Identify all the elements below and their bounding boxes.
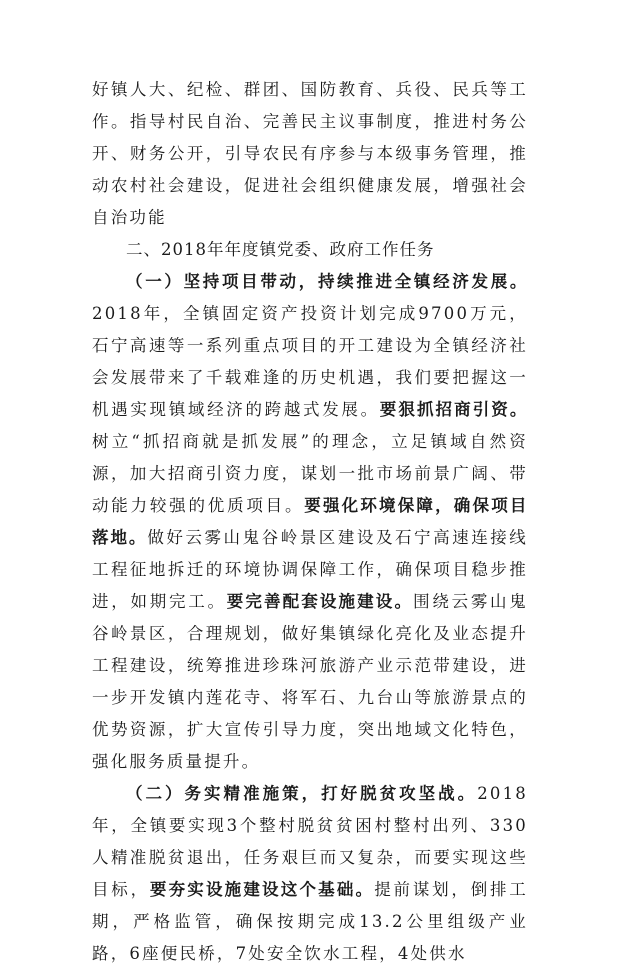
- body-text: 树立“抓招商就是抓发展”的理念，立足镇域自然资源，加大招商引资力度，谋划一批市场前景广阔、带动能力较强的优质项目。: [92, 432, 528, 515]
- section-heading: 二、2018年年度镇党委、政府工作任务: [126, 240, 435, 259]
- bold-subheading: （二）务实精准施策，打好脱贫攻坚战。: [126, 784, 478, 803]
- paragraph-poverty-alleviation: [92, 778, 528, 970]
- paragraph-project-drive: [92, 266, 528, 778]
- body-text: 2018年，全镇固定资产投资计划完成9700万元，石宁高速等一系列重点项目的开工建设为全镇经济社会发展带来了千载难逢的历史机遇，我们要把握这一机遇实现镇域经济的跨越式发展。: [92, 304, 528, 419]
- bold-phrase: 要完善配套设施建设。: [226, 592, 414, 611]
- paragraph-continuation: 好镇人大、纪检、群团、国防教育、兵役、民兵等工作。指导村民自治、完善民主议事制度，推进村务公开、财务公开，引导农民有序参与本级事务管理，推动农村社会建设，促进社会组织健康发展，增强社会自治功能: [92, 80, 528, 227]
- body-text: 围绕云雾山鬼谷岭景区，合理规划，做好集镇绿化亮化及业态提升工程建设，统筹推进珍珠河旅游产业示范带建设，进一步开发镇内莲花寺、将军石、九台山等旅游景点的优势资源，扩大宣传引导力度，突出地域文化特色，强化服务质量提升。: [92, 592, 528, 771]
- bold-phrase: 要夯实设施建设这个基础。: [149, 880, 375, 899]
- body-text: 2018年，全镇要实现3个整村脱贫贫困村整村出列、330人精准脱贫退出，任务艰巨而又复杂，而要实现这些目标，: [92, 784, 528, 899]
- body-text: 提前谋划，倒排工期，严格监管，确保按期完成13.2公里组级产业路，6座便民桥，7处安全饮水工程，4处供水: [92, 880, 528, 963]
- bold-phrase: 要强化环境保障，确保项目落地。: [92, 496, 528, 547]
- bold-phrase: 要狠抓招商引资。: [379, 400, 528, 419]
- bold-subheading: （一）坚持项目带动，持续推进全镇经济发展。: [126, 272, 528, 291]
- body-text: 做好云雾山鬼谷岭景区建设及石宁高速连接线工程征地拆迁的环境协调保障工作，确保项目稳步推进，如期完工。: [92, 528, 528, 611]
